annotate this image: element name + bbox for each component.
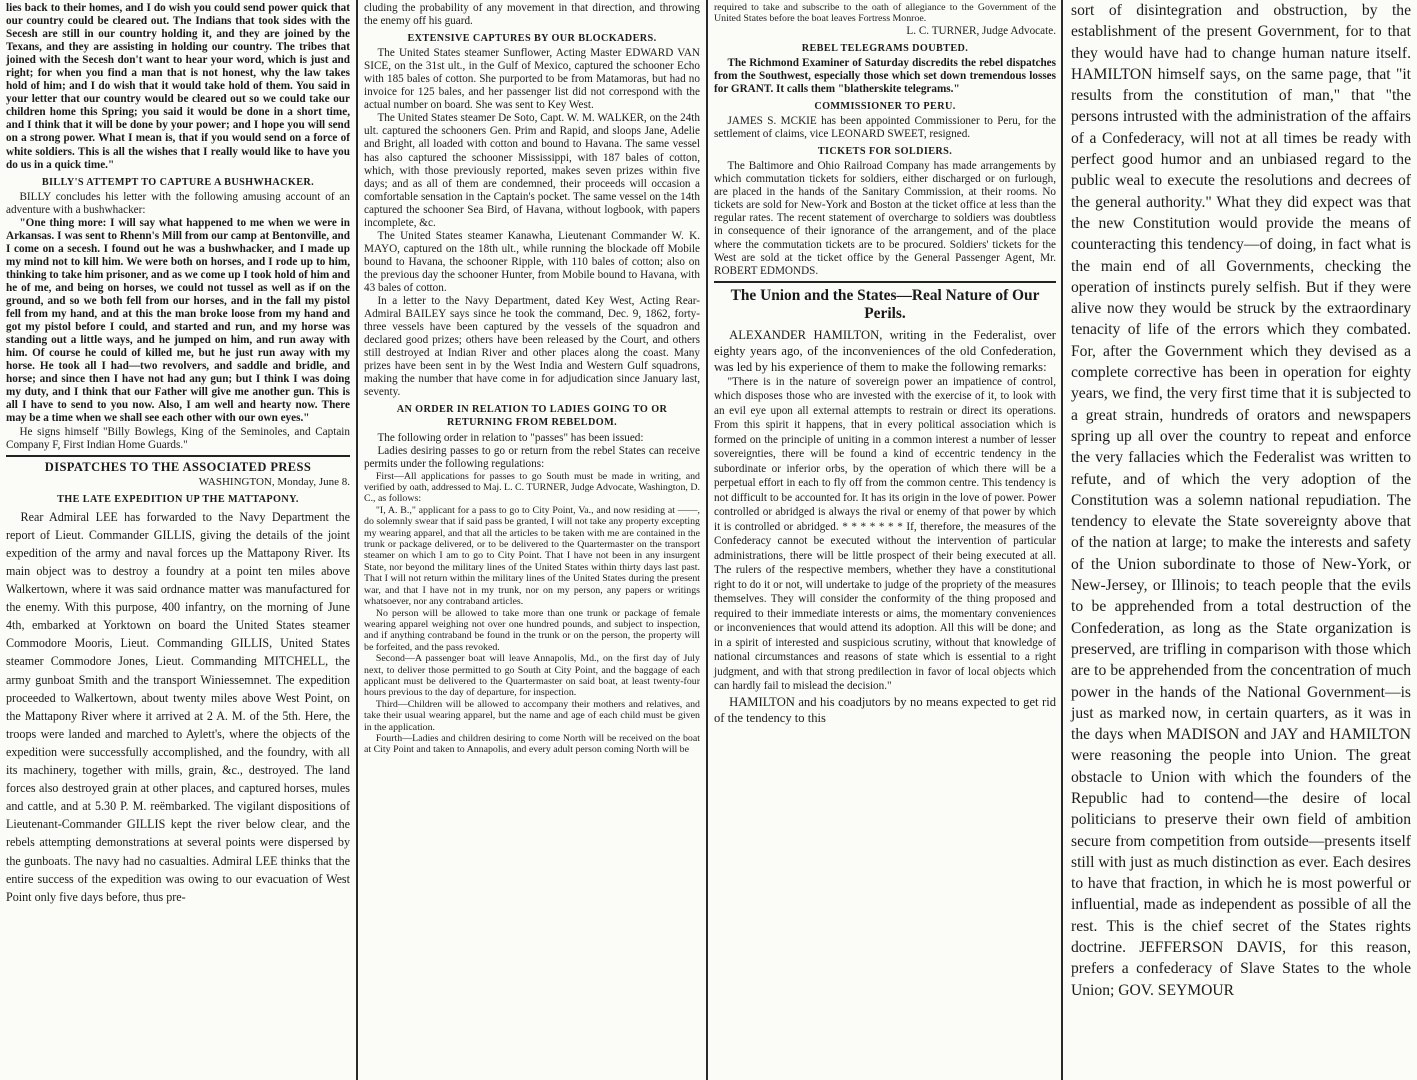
column-2 (358, 0, 706, 1080)
section-heading: REBEL TELEGRAMS DOUBTED. (801, 42, 969, 54)
article-paragraph: The United States steamer Sunflower, Acting Master EDWARD VAN SICE, on the 31st ult., in the Gulf of Mexico, captured the schooner Echo with 185 bales of cotton. She purported to be from Matamoras, but had no invoice for 125 bales, and her passenger list did not correspond with the actual number on board. She was sent to Key West. (364, 47, 700, 112)
order-paragraph: No person will be allowed to take more than one trunk or package of female wearing apparel weighing not over one hundred pounds, and subject to inspection, and if anything contraband be found in the trunk or on the person, the property will be forfeited, and the pass revoked. (364, 607, 700, 653)
column-3 (708, 0, 1062, 1080)
section-divider (714, 281, 1056, 283)
article-paragraph: The following order in relation to "passes" has been issued: (377, 431, 644, 444)
quote-paragraph: "One thing more: I will say what happened to me when we were in Arkansas. I was sent to Rhenn's Mill from our camp at Bentonville, and I come on a secesh. I found out he was a bushwhacker, and I made up my mind not to kill him. We were both on horses, and I rode up to him, thinking to take him prisoner, and as we come up I took hold of him and he of me, and being on horses, we could not tussel as well as if on the ground, and so we both fell from our horses, and in the fall my pistol fell from my hand, and at this the man broke loose from my hand and got my pistol before I could, and started and run, and my horse was standing out a little ways, and he jumped on him, and run away with him. Of course he could of killed me, but he just run away with my horse. He took all I had—two revolvers, and saddle and bridle, and horse; and since then I have not had any gun; but I think I was doing my duty, and I think that our Father will give me another gun. This is all I have to send to you now. Also, I am well and hearty now. There may be a time when we shall see each other with our own eyes." (6, 216, 350, 425)
article-title: The Union and the States—Real Nature of Our Perils. (730, 286, 1040, 322)
article-paragraph: Rear Admiral LEE has forwarded to the Navy Department the report of Lieut. Commander GILLIS, giving the details of the joint expedition of the army and naval forces up the Mattapony River. Its main object was to destroy a foundry at a point ten miles above Walkertown, where it was said ordnance matter was manufactured for the enemy. With this purpose, 400 infantry, on the morning of June 4th, embarked at Yorktown on board the United States steamer Commodore Mooris, Lieut. Commanding GILLIS, United States steamer Commodore Jones, Lieut. Commanding MITCHELL, the army gunboat Smith and the transport Winiessemnet. The expedition proceeded to Walkertown, about twenty miles above West Point, on the Mattapony River where it arrived at 2 A. M. of the 5th. Here, the troops were landed and marched to Aylett's, where the objects of the expedition were successfully accomplished, and the foundry, with all its machinery, together with mills, grain, &c., destroyed. The land forces also destroyed grain at other places, and captured horses, mules and cattle, and at 5.30 P. M. reëmbarked. The vigilant dispositions of Lieutenant-Commander GILLIS kept the river below clear, and the rebels attempting demonstrations at several points were dispersed by the gunboats. The navy had no casualties. Admiral LEE thinks that the entire success of the expedition was owing to our evacuation of West Point only five days before, thus pre- (6, 509, 350, 904)
article-paragraph: ALEXANDER HAMILTON, writing in the Federalist, over eighty years ago, of the inconveniences of the old Confederation, was led by his experience of them to make the following remarks: (714, 327, 1056, 374)
quote-paragraph: "There is in the nature of sovereign power an impatience of control, which disposes those who are invested with the exercise of it, to look with an evil eye upon all external attempts to restrain or direct its operations. From this spirit it happens, that in every political association which is formed on the principle of uniting in a common interest a number of lesser sovereignties, there will be found a kind of eccentric tendency in the subordinate or inferior orbs, by the operation of which there will be a perpetual effort in each to fly off from the common centre. This tendency is not difficult to be accounted for. It has its origin in the love of power. Power controlled or abridged is always the rival or enemy of that power by which it is controlled or abridged. * * * * * * * If, therefore, the measures of the Confederacy cannot be executed without the intervention of particular administrations, there will be little prospect of their being executed at all. The rulers of the respective members, whether they have a constitutional right to do it or not, will undertake to judge of the propriety of the measures themselves. They will consider the conformity of the thing proposed and required to their immediate interests or aims, the momentary conveniences or inconveniences that would attend its adoption. All this will be done; and in a spirit of interested and suspicious scrutiny, without that knowledge of national circumstances and reasons of state which is essential to a right judgment, and with that strong predilection in favor of local objects which can hardly fail to mislead the decision." (714, 375, 1056, 693)
article-paragraph: He signs himself "Billy Bowlegs, King of the Seminoles, and Captain Company F, First Indian Home Guards." (6, 425, 350, 451)
order-paragraph: Second—A passenger boat will leave Annapolis, Md., on the first day of July next, to deliver those permitted to go South at City Point, and the baggage of each applicant must be delivered to the Quartermaster on said boat, at least twenty-four hours previous to the day of departure, for inspection. (364, 653, 700, 699)
article-paragraph: BILLY concludes his letter with the following amusing account of an adventure with a bushwhacker: (6, 190, 350, 216)
section-heading: THE LATE EXPEDITION UP THE MATTAPONY. (57, 493, 299, 505)
section-heading: AN ORDER IN RELATION TO LADIES GOING TO OR RETURNING FROM REBELDOM. (396, 404, 668, 429)
column-1 (0, 0, 356, 1080)
article-paragraph: Ladies desiring passes to go or return from the rebel States can receive permits under the following regulations: (364, 444, 700, 470)
section-heading: BILLY'S ATTEMPT TO CAPTURE A BUSHWHACKER. (41, 176, 315, 188)
article-paragraph: cluding the probability of any movement in that direction, and throwing the enemy off his guard. (364, 2, 700, 28)
article-paragraph: HAMILTON and his coadjutors by no means expected to get rid of the tendency to this (714, 694, 1056, 726)
article-paragraph: JAMES S. MCKIE has been appointed Commissioner to Peru, for the settlement of claims, vice LEONARD SWEET, resigned. (714, 115, 1056, 141)
section-divider (6, 455, 350, 457)
signature: L. C. TURNER, Judge Advocate. (906, 24, 1056, 37)
article-paragraph: required to take and subscribe to the oath of allegiance to the Government of the United States before the boat leaves Fortress Monroe. (714, 2, 1056, 25)
article-paragraph: The Baltimore and Ohio Railroad Company has made arrangements by which commutation tickets for soldiers, either discharged or on furlough, are placed in the hands of the Sanitary Commission, at their rooms. No tickets are sold for New-York and Boston at the ticket office at less than the regular rates. The recent statement of overcharge to soldiers was doubtless in consequence of their ignorance of the arrangement, and of the place where the commutation tickets are to be procured. Soldiers' tickets for the West are sold at the ticket office by the General Passenger Agent, Mr. ROBERT EDMONDS. (714, 160, 1056, 277)
section-heading: TICKETS FOR SOLDIERS. (817, 146, 953, 158)
column-4 (1063, 0, 1417, 1080)
dateline: WASHINGTON, Monday, June 8. (198, 475, 350, 488)
order-paragraph: Third—Children will be allowed to accompany their mothers and relatives, and take their usual wearing apparel, but the name and age of each child must be given in the application. (364, 698, 700, 733)
article-paragraph: The United States steamer De Soto, Capt. W. M. WALKER, on the 24th ult. captured the schooners Gen. Prim and Rapid, and sloops Jane, Adelie and Bright, all loaded with cotton and bound to Havana. The same vessel has also captured the schooner Mississippi, with 187 bales of cotton, which, with those previously reported, makes seven prizes within five days; and as all of them are condemned, their proceeds will occasion a comfortable sensation in the Captain's pocket. The same vessel on the 14th captured the schooner Sea Bird, of Havana, without logbook, with papers incomplete, &c. (364, 112, 700, 229)
section-heading: EXTENSIVE CAPTURES BY OUR BLOCKADERS. (407, 33, 657, 45)
order-paragraph: "I, A. B.," applicant for a pass to go to City Point, Va., and now residing at ——, do solemnly swear that if said pass be granted, I will not take any property excepting my wearing apparel, and that all the articles to be taken with me are contained in the trunk or package delivered, or to be delivered to the Quartermaster on the transport steamer on which I am to go to City Point. That I have not been in any insurgent State, nor beyond the military lines of the United States within thirty days last past. That I will not return within the military lines of the United States during the present war, and that I have not in my trunk, nor on my person, any papers or writings whatsoever, nor any contraband articles. (364, 504, 700, 608)
article-paragraph: The United States steamer Kanawha, Lieutenant Commander W. K. MAYO, captured on the 18th ult., while running the blockade off Mobile bound to Havana, the schooner Ripple, with 110 bales of cotton; also on the previous day the schooner Hunter, from Mobile bound to Havana, with 43 bales of cotton. (364, 229, 700, 294)
section-heading: COMMISSIONER TO PERU. (814, 101, 956, 113)
letter-paragraph: lies back to their homes, and I do wish you could send power quick that our country could be cleared out. The Indians that took sides with the Secesh are still in our country holding it, and they are joined by the Texans, and they are assisting in holding our country. The tribes that joined with the Secesh don't want to hear your word, which is just and right; for when you find a man that is not honest, why the law takes hold of him; and I do wish that it would take hold of them. You said in your letter that our country would be cleared out so we could take our children home this Spring; you said it would be done in a short time, and I think that it will be done by your power; and I hope you will send on a strong power. What I mean is, that if you would send on a force of white soldiers. This is all the wishes that I really would like to have you do us in a quick time." (6, 2, 350, 171)
order-paragraph: First—All applications for passes to go South must be made in writing, and verified by oath, addressed to Maj. L. C. TURNER, Judge Advocate, Washington, D. C., as follows: (364, 470, 700, 505)
order-paragraph: Fourth—Ladies and children desiring to come North will be received on the boat at City Point and taken to Annapolis, and every adult person coming North will be (364, 732, 700, 756)
article-paragraph: In a letter to the Navy Department, dated Key West, Acting Rear-Admiral BAILEY says since he took the command, Dec. 9, 1862, forty-three vessels have been captured by the vessels of the squadron and declared good prizes; others have been released by the Court, and others still destroyed at Indian River and other places along the coast. Many prizes have been sent in by the West India and Western Gulf squadrons, making the number that have come in for adjudication since January last, seventy. (364, 295, 700, 399)
article-paragraph: The Richmond Examiner of Saturday discredits the rebel dispatches from the Southwest, especially those which set down tremendous losses for GRANT. It calls them "blatherskite telegrams." (714, 56, 1056, 95)
dispatch-heading: DISPATCHES TO THE ASSOCIATED PRESS (44, 459, 312, 474)
article-paragraph: sort of disintegration and obstruction, by the establishment of the present Government, for to that they would have had to change human nature itself. HAMILTON himself says, on the same page, that "it results from the constitution of man," that "the persons intrusted with the administration of the affairs of a Confederacy, will not at all times be ready with perfect good humor and an unbiased regard to the public weal to execute the resolutions and decrees of the general authority." What they did expect was that the new Constitution would provide the means of counteracting this tendency—of doing, in fact what is the main end of all Governments, checking the operation of instincts purely selfish. But if they were alive now they would be struck by the extraordinary tenacity of life of the errors which they combated. For, after the Government which they devised as a complete corrective has been in operation for eighty years, we find, the very first time that it is subjected to a great strain, hundreds of orators and newspapers spring up all over the country to repeat and enforce the very fallacies which the Federalist was written to refute, and of which the very adoption of the Constitution was a solemn national repudiation. The tendency to elevate the State sovereignty above that of the nation at large; to make the interests and safety of the Union subordinate to those of New-York, or New-Jersey, or Illinois; to teach people that the evils to be apprehended from a total destruction of the Confederation, as long as the State organization is preserved, are trifling in comparison with those which are to be apprehended from the concentration of much power in the hands of the National Government—is just as marked now, in certain quarters, as it was in the days when MADISON and JAY and HAMILTON were reasoning the people into Union. The great obstacle to Union with which the founders of the Republic had to contend—the desire of local politicians to preserve their own field of ambition secure from competition from outside—presents itself still with just as much distinction as ever. Each desires to have that fraction, in which he is most powerful or influential, made as independent as possible of all the rest. This is the chief secret of the States rights doctrine. JEFFERSON DAVIS, for this reason, prefers a confederacy of Slave States to the whole Union; GOV. SEYMOUR (1071, 2, 1411, 999)
